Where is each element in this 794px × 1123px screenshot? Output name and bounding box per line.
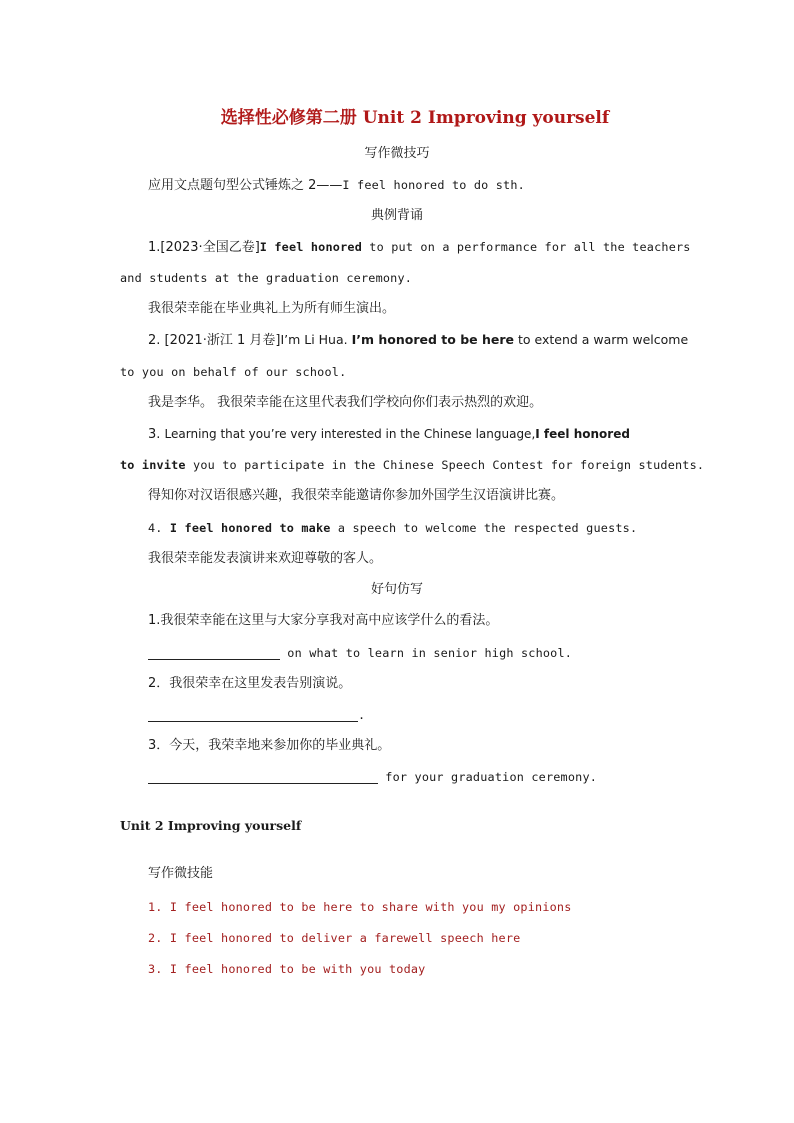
answer-heading: Unit 2 Improving yourself (120, 818, 302, 833)
example-1-rest: to put on a performance for all the teachers (362, 240, 691, 254)
exercise-3-blank[interactable] (148, 769, 378, 784)
exercise-3-prompt: 3．今天，我荣幸地来参加你的毕业典礼。 (148, 738, 391, 753)
example-2-rest: to extend a warm welcome (514, 332, 689, 347)
exercise-2-answer-line (148, 706, 365, 725)
example-3-rest: you to participate in the Chinese Speech Contest for foreign students. (185, 458, 705, 472)
intro-en: I feel honored to do sth. (342, 178, 525, 192)
answer-2: 2. I feel honored to deliver a farewell speech here (148, 931, 521, 945)
section-heading-imitation: 好句仿写 (370, 582, 423, 597)
example-1-line-1 (148, 238, 691, 257)
example-3-text: Learning that you’re very interested in the Chinese language, (164, 427, 536, 441)
example-3-prefix: 3. (148, 427, 165, 442)
example-1-line-2: and students at the graduation ceremony. (120, 271, 413, 285)
example-3-line-1 (148, 425, 630, 444)
example-1-translation: 我很荣幸能在毕业典礼上为所有师生演出。 (148, 301, 396, 316)
example-1-key-phrase: I feel honored (259, 240, 362, 254)
exercise-1-prompt: 1.我很荣幸能在这里与大家分享我对高中应该学什么的看法。 (148, 613, 499, 628)
example-4-line-1 (148, 519, 637, 538)
exercise-1-blank[interactable] (148, 645, 280, 660)
exercise-2-blank[interactable] (148, 707, 358, 722)
example-2-key-phrase: I’m honored to be here (351, 332, 514, 347)
example-2-prefix: 2. [2021·浙江 1 月卷] (148, 333, 281, 348)
example-3-key-phrase: I feel honored (535, 427, 630, 441)
exercise-3-suffix: for your graduation ceremony. (378, 770, 598, 784)
answer-3: 3. I feel honored to be with you today (148, 962, 426, 976)
document-title: 选择性必修第二册 Unit 2 Improving yourself (220, 108, 610, 128)
example-4-prefix: 4. (148, 521, 170, 535)
intro-line (148, 176, 525, 195)
exercise-1-suffix: on what to learn in senior high school. (280, 646, 573, 660)
example-1-prefix: 1.[2023·全国乙卷] (148, 240, 260, 255)
exercise-2-prompt: 2．我很荣幸在这里发表告别演说。 (148, 676, 352, 691)
exercise-3-answer-line (148, 768, 597, 787)
section-heading-examples: 典例背诵 (370, 208, 423, 223)
exercise-2-suffix: . (358, 708, 366, 722)
answer-subheading: 写作微技能 (148, 866, 214, 881)
example-2-line-2: to you on behalf of our school. (120, 365, 347, 379)
section-heading-writing-tips: 写作微技巧 (364, 146, 430, 161)
example-2-intro: I’m Li Hua. (280, 332, 352, 347)
example-3-line-2 (120, 456, 704, 475)
example-4-rest: a speech to welcome the respected guests. (330, 521, 638, 535)
example-3-translation: 得知你对汉语很感兴趣，我很荣幸能邀请你参加外国学生汉语演讲比赛。 (148, 488, 565, 503)
example-2-translation: 我是李华。 我很荣幸能在这里代表我们学校向你们表示热烈的欢迎。 (148, 395, 543, 410)
example-3-key-verb: to invite (120, 458, 186, 472)
example-4-translation: 我很荣幸能发表演讲来欢迎尊敬的客人。 (148, 551, 383, 566)
example-2-line-1 (148, 331, 688, 350)
example-4-key-phrase: I feel honored to make (169, 521, 331, 535)
exercise-1-answer-line (148, 644, 572, 663)
intro-cn: 应用文点题句型公式锤炼之 2—— (148, 178, 343, 193)
answer-1: 1. I feel honored to be here to share with you my opinions (148, 900, 572, 914)
